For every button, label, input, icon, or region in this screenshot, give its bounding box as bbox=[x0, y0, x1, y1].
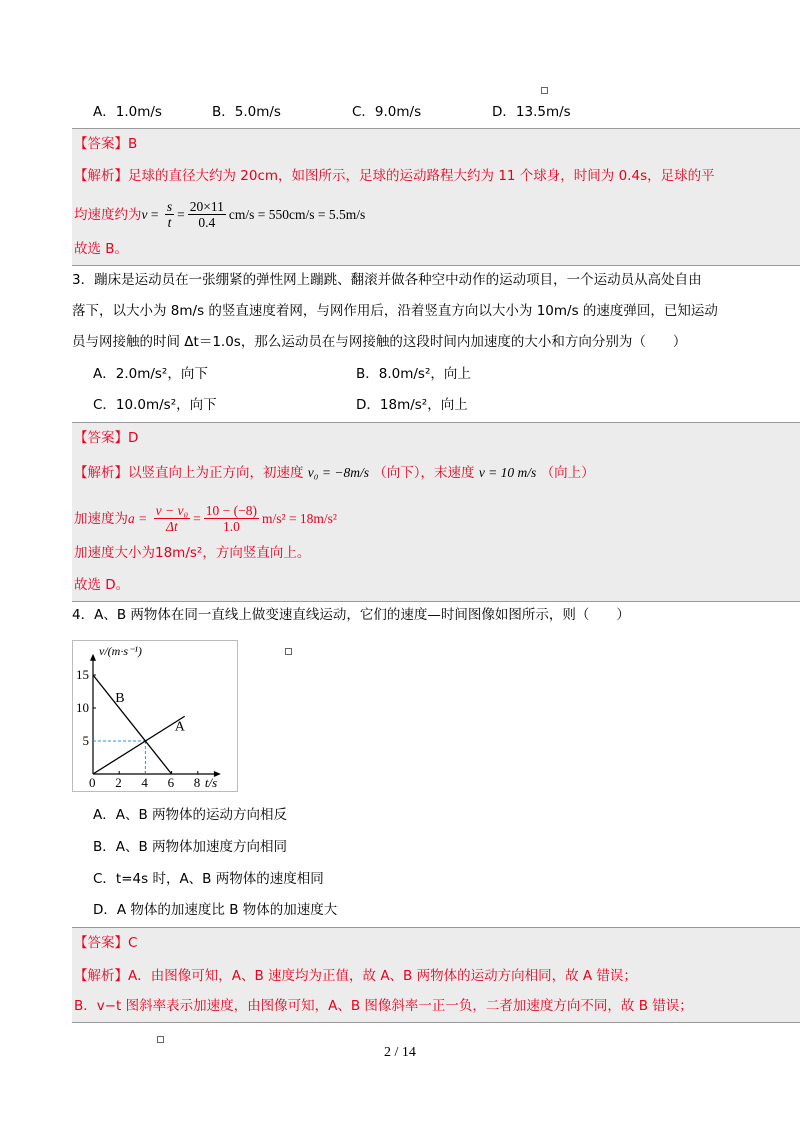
q2-option-d: D．13.5m/s bbox=[492, 104, 571, 120]
y-axis-arrow bbox=[90, 654, 96, 661]
series-line-a bbox=[93, 716, 185, 774]
q4-stem: 4．A、B 两物体在同一直线上做变速直线运动，它们的速度—时间图像如图所示，则（ ） bbox=[72, 607, 630, 623]
q3-accel-line bbox=[74, 503, 337, 534]
q4-answer: 【答案】C bbox=[74, 935, 138, 951]
q3-accel-line2: 加速度大小为18m/s²，方向竖直向上。 bbox=[74, 545, 311, 561]
formula-t: t bbox=[167, 215, 172, 230]
formula-numerator: 20×11 bbox=[189, 199, 224, 214]
q3-conclusion: 故选 D。 bbox=[74, 577, 130, 593]
q3-stem-line3: 员与网接触的时间 Δt＝1.0s，那么运动员在与网接触的这段时间内加速度的大小和方向分别为（ ） bbox=[72, 334, 687, 350]
q3-initial-velocity: v₀ = −8m/s bbox=[307, 465, 369, 480]
accel-result: m/s² = 18m/s² bbox=[262, 510, 337, 526]
q2-option-b: B．5.0m/s bbox=[212, 104, 281, 120]
q3-analysis-prefix: 【解析】以竖直向上为正方向，初速度 bbox=[74, 465, 304, 481]
accel-num1: v − v₀ bbox=[155, 503, 189, 518]
q3-accel-formula: a = $\frac{\text{v − v₀}}{\Delta t}$ = $\frac{10 - (-8)}{1.0}$ m/s² = 18m/s² bbox=[128, 503, 337, 534]
q4-option-d: D．A 物体的加速度比 B 物体的加速度大 bbox=[93, 902, 338, 918]
page-number: 2 / 14 bbox=[384, 1045, 416, 1060]
q3-answer: 【答案】D bbox=[74, 430, 139, 446]
series-label-a: A bbox=[174, 719, 185, 735]
y-tick-label: 10 bbox=[76, 700, 89, 715]
vt-graph-svg bbox=[73, 641, 237, 791]
q2-option-c: C．9.0m/s bbox=[352, 104, 422, 120]
q3-stem-line2: 落下，以大小为 8m/s 的竖直速度着网，与网作用后，沿着竖直方向以大小为 10m/s 的速度弹回，已知运动 bbox=[72, 303, 718, 319]
q4-answer-box bbox=[72, 927, 800, 1023]
formula-s: s bbox=[166, 199, 173, 214]
q3-accel-prefix: 加速度为 bbox=[74, 510, 128, 527]
accel-num2: 10 − (−8) bbox=[205, 503, 258, 518]
accel-a: a = bbox=[128, 510, 151, 526]
series-label-b: B bbox=[115, 691, 125, 706]
q4-option-c: C．t=4s 时，A、B 两物体的速度相同 bbox=[93, 871, 324, 887]
q3-answer-box bbox=[72, 422, 800, 602]
q4-option-a: A．A、B 两物体的运动方向相反 bbox=[93, 807, 288, 823]
q4-option-b: B．A、B 两物体加速度方向相同 bbox=[93, 839, 288, 855]
q2-analysis-line1: 【解析】足球的直径大约为 20cm，如图所示，足球的运动路程大约为 11 个球身，时间为 0.4s，足球的平 bbox=[74, 168, 715, 184]
x-tick-label: 6 bbox=[167, 775, 175, 790]
q3-analysis-tail: （向上） bbox=[540, 465, 595, 481]
q3-analysis-line1 bbox=[74, 463, 595, 483]
q3-option-a: A．2.0m/s²，向下 bbox=[93, 366, 208, 382]
series-line-b bbox=[93, 675, 172, 774]
formula-v: v bbox=[141, 206, 148, 222]
x-axis-label: t/s bbox=[204, 775, 218, 790]
formula-eq: = bbox=[147, 206, 162, 222]
q2-answer: 【答案】B bbox=[74, 136, 138, 152]
y-tick-label: 15 bbox=[76, 667, 89, 682]
formula-denominator: 0.4 bbox=[198, 215, 216, 230]
q4-analysis-line1: 【解析】A．由图像可知，A、B 速度均为正值，故 A、B 两物体的运动方向相同，故 A 错误； bbox=[74, 968, 637, 984]
q3-final-velocity: v = 10 m/s bbox=[478, 465, 537, 480]
x-tick-label: 4 bbox=[141, 775, 148, 790]
vt-graph bbox=[72, 640, 238, 792]
x-tick-label: 8 bbox=[193, 775, 201, 790]
layout-mark bbox=[541, 82, 548, 98]
accel-den1: Δt bbox=[166, 519, 178, 534]
q2-analysis-line2 bbox=[74, 199, 365, 230]
q2-option-a: A．1.0m/s bbox=[93, 104, 162, 120]
y-tick-label: 5 bbox=[82, 733, 89, 748]
formula-result: cm/s = 550cm/s = 5.5m/s bbox=[228, 206, 366, 222]
q3-option-b: B．8.0m/s²，向上 bbox=[356, 366, 471, 382]
x-tick-label: 0 bbox=[89, 775, 96, 790]
y-axis-label: v/(m·s⁻¹) bbox=[99, 644, 142, 658]
q2-speed-formula: v = $\frac{s}{t}$ = $\frac{20\times 11}{0.4}$ cm/s = 550cm/s = 5.5m/s bbox=[141, 199, 366, 230]
q3-option-c: C．10.0m/s²，向下 bbox=[93, 397, 217, 413]
layout-mark-2 bbox=[285, 643, 292, 659]
accel-den2: 1.0 bbox=[222, 519, 240, 534]
q3-analysis-mid: （向下），末速度 bbox=[373, 465, 475, 481]
q3-option-d: D．18m/s²，向上 bbox=[356, 397, 468, 413]
q3-stem-line1: 3．蹦床是运动员在一张绷紧的弹性网上蹦跳、翻滚并做各种空中动作的运动项目，一个运动员从高处自由 bbox=[72, 272, 702, 288]
x-tick-label: 2 bbox=[115, 775, 122, 790]
q4-analysis-line2: B．v−t 图斜率表示加速度，由图像可知，A、B 图像斜率一正一负，二者加速度方向不同，故 B 错误； bbox=[74, 998, 693, 1014]
q2-analysis-prefix: 均速度约为 bbox=[74, 206, 142, 223]
q2-answer-box bbox=[72, 128, 800, 266]
q2-conclusion: 故选 B。 bbox=[74, 241, 129, 257]
